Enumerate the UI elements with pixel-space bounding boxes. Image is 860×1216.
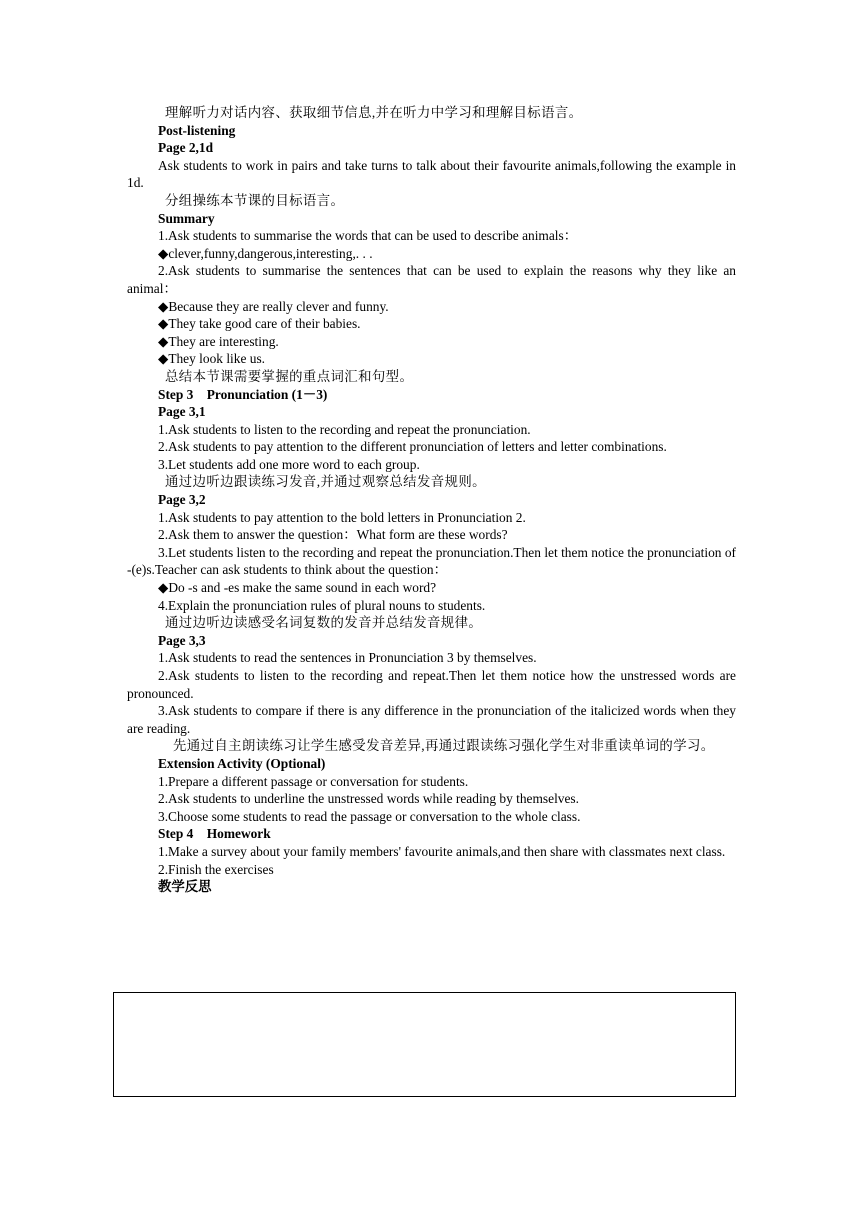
reflection-heading: 教学反思 bbox=[158, 879, 212, 895]
paragraph: 3.Choose some students to read the passage or conversation to the whole class. bbox=[158, 808, 581, 824]
bullet-item: ◆ Do -s and -es make the same sound in each word? bbox=[127, 579, 736, 597]
paragraph: 3.Ask students to compare if there is any difference in the pronunciation of the italicized words when they are reading. bbox=[127, 703, 736, 736]
paragraph: 1.Prepare a different passage or conversation for students. bbox=[158, 773, 469, 789]
cn-note: 理解听力对话内容、获取细节信息,并在听力中学习和理解目标语言。 bbox=[165, 105, 583, 120]
page-heading: Page 3,3 bbox=[158, 632, 206, 648]
bullet-item: ◆ Because they are really clever and funny. bbox=[127, 298, 736, 316]
step-heading: Step 4 Homework bbox=[158, 826, 271, 842]
cn-note: 通过边听边跟读练习发音,并通过观察总结发音规则。 bbox=[165, 474, 486, 490]
paragraph: 2.Ask them to answer the question：What form are these words? bbox=[158, 527, 508, 543]
cn-note: 先通过自主朗读练习让学生感受发音差异,再通过跟读练习强化学生对非重读单词的学习。 bbox=[173, 738, 715, 754]
section-heading: Summary bbox=[158, 210, 215, 226]
bullet-item: ◆ clever,funny,dangerous,interesting,. . . bbox=[127, 245, 736, 263]
paragraph: Ask students to work in pairs and take turns to talk about their favourite animals,following the example in 1d. bbox=[127, 157, 736, 191]
section-heading: Extension Activity (Optional) bbox=[158, 755, 326, 771]
paragraph: 1.Ask students to listen to the recording and repeat the pronunciation. bbox=[158, 421, 531, 437]
paragraph: 2.Finish the exercises bbox=[158, 861, 274, 877]
paragraph: 3.Let students listen to the recording and repeat the pronunciation.Then let them notice the pronunciation of -(e)s.Teacher can ask students to think about the question： bbox=[127, 544, 736, 578]
paragraph: 2.Ask students to pay attention to the different pronunciation of letters and letter combinations. bbox=[158, 439, 667, 455]
step-heading: Step 3 Pronunciation (1－3) bbox=[158, 386, 328, 402]
paragraph: 4.Explain the pronunciation rules of plural nouns to students. bbox=[158, 597, 486, 613]
page-heading: Page 3,1 bbox=[158, 404, 206, 420]
paragraph: 1.Ask students to summarise the words that can be used to describe animals： bbox=[158, 228, 578, 244]
bullet-item: ◆ They take good care of their babies. bbox=[127, 315, 736, 333]
page-heading: Page 2,1d bbox=[158, 140, 214, 156]
cn-note: 通过边听边读感受名词复数的发音并总结发音规律。 bbox=[165, 615, 483, 631]
paragraph: 1.Ask students to pay attention to the bold letters in Pronunciation 2. bbox=[158, 509, 526, 525]
reflection-box bbox=[113, 992, 736, 1097]
paragraph: 1.Make a survey about your family members' favourite animals,and then share with classmates next class. bbox=[158, 843, 726, 859]
paragraph: 2.Ask students to underline the unstressed words while reading by themselves. bbox=[158, 791, 579, 807]
paragraph: 1.Ask students to read the sentences in Pronunciation 3 by themselves. bbox=[158, 650, 537, 666]
cn-note: 分组操练本节课的目标语言。 bbox=[165, 192, 345, 208]
bullet-item: ◆ They look like us. bbox=[127, 350, 736, 368]
page-heading: Page 3,2 bbox=[158, 492, 206, 508]
cn-note: 总结本节课需要掌握的重点词汇和句型。 bbox=[165, 368, 414, 384]
paragraph: 2.Ask students to summarise the sentences that can be used to explain the reasons why they like an animal： bbox=[127, 263, 736, 296]
section-heading: Post-listening bbox=[158, 122, 236, 138]
bullet-item: ◆ They are interesting. bbox=[127, 333, 736, 351]
paragraph: 2.Ask students to listen to the recording and repeat.Then let them notice how the unstressed words are pronounced. bbox=[127, 668, 736, 701]
lesson-plan-content bbox=[127, 104, 736, 896]
paragraph: 3.Let students add one more word to each group. bbox=[158, 456, 420, 472]
